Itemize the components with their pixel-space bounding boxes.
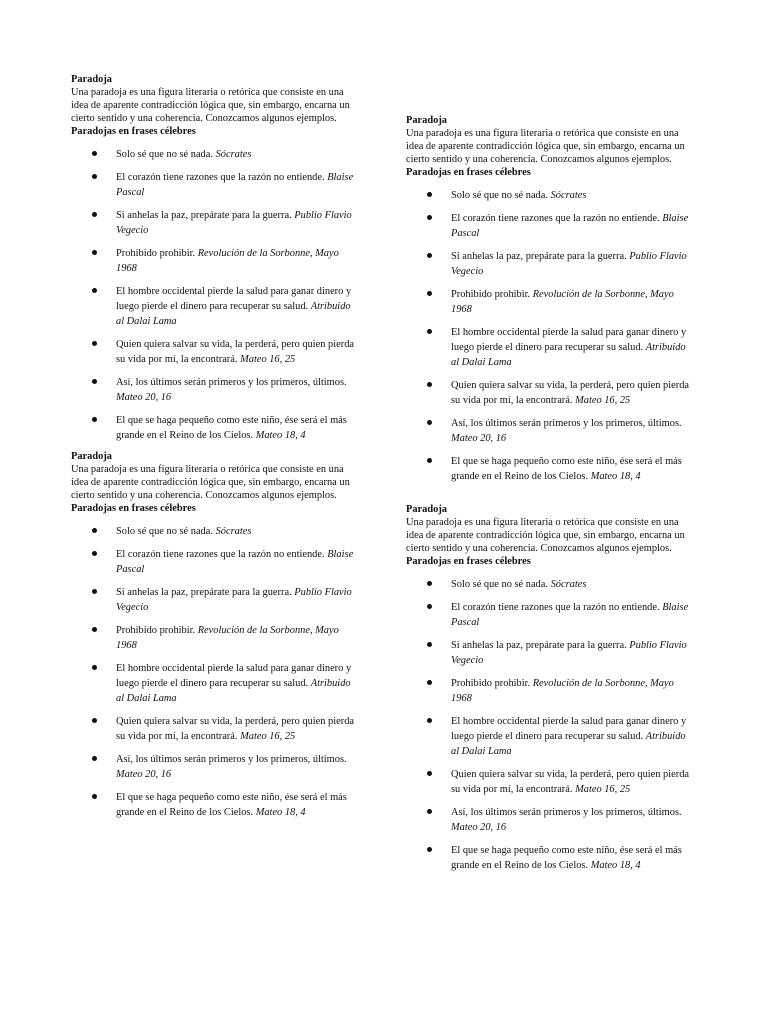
quote-item — [71, 547, 361, 577]
block-title: Paradoja — [71, 451, 112, 462]
quote-text: Así, los últimos serán primeros y los primeros, últimos. — [116, 754, 347, 765]
quote-item — [71, 147, 361, 162]
bullet-icon — [92, 551, 97, 556]
paradox-block-top-left — [71, 73, 361, 443]
quote-item — [71, 284, 361, 329]
bullet-icon — [92, 151, 97, 156]
quote-text: El que se haga pequeño como este niño, ése será el más grande en el Reino de los Cielos. — [116, 415, 347, 441]
quote-text: Así, los últimos serán primeros y los primeros, últimos. — [451, 418, 682, 429]
quote-author: Sócrates — [550, 190, 587, 201]
quote-text: Si anhelas la paz, prepárate para la guerra. — [451, 640, 627, 651]
quote-author: Sócrates — [215, 526, 252, 537]
quote-text: El corazón tiene razones que la razón no entiende. — [116, 549, 325, 560]
quote-item — [406, 416, 696, 446]
quote-author: Publio Flavio Vegecio — [451, 640, 687, 666]
quote-item — [406, 714, 696, 759]
bullet-icon — [427, 215, 432, 220]
quote-item — [71, 337, 361, 367]
quote-item — [406, 767, 696, 797]
quote-author: Sócrates — [215, 149, 252, 160]
quote-author: Blaise Pascal — [451, 213, 689, 239]
quote-text: El corazón tiene razones que la razón no entiende. — [116, 172, 325, 183]
bullet-icon — [92, 665, 97, 670]
quote-text: Solo sé que no sé nada. — [451, 190, 548, 201]
quote-item — [406, 249, 696, 279]
bullet-icon — [92, 528, 97, 533]
bullet-icon — [427, 458, 432, 463]
quote-text: El hombre occidental pierde la salud para ganar dinero y luego pierde el dinero para recuperar su salud. — [451, 327, 687, 353]
quote-text: Quien quiera salvar su vida, la perderá, pero quien pierda su vida por mí, la encontrará. — [116, 716, 355, 742]
block-subtitle: Paradojas en frases célebres — [406, 167, 531, 178]
quote-item — [406, 843, 696, 873]
bullet-icon — [92, 718, 97, 723]
quote-text: Solo sé que no sé nada. — [116, 526, 213, 537]
quote-text: Si anhelas la paz, prepárate para la guerra. — [116, 210, 292, 221]
quote-text: El hombre occidental pierde la salud para ganar dinero y luego pierde el dinero para recuperar su salud. — [451, 716, 687, 742]
quote-author: Mateo 16, 25 — [240, 354, 296, 365]
quote-author: Mateo 16, 25 — [240, 731, 296, 742]
quote-author: Revolución de la Sorbonne, Mayo 1968 — [116, 248, 339, 274]
bullet-icon — [92, 250, 97, 255]
quote-author: Revolución de la Sorbonne, Mayo 1968 — [451, 678, 674, 704]
quote-item — [406, 211, 696, 241]
quote-author: Publio Flavio Vegecio — [451, 251, 687, 277]
quote-author: Blaise Pascal — [116, 549, 354, 575]
quote-text: Si anhelas la paz, prepárate para la guerra. — [451, 251, 627, 262]
quote-author: Atribuido al Dalai Lama — [116, 678, 351, 704]
quote-list — [406, 188, 696, 484]
bullet-icon — [427, 581, 432, 586]
quote-text: El hombre occidental pierde la salud para ganar dinero y luego pierde el dinero para recuperar su salud. — [116, 286, 352, 312]
quote-author: Publio Flavio Vegecio — [116, 210, 352, 236]
bullet-icon — [427, 847, 432, 852]
quote-item — [71, 246, 361, 276]
quote-author: Atribuido al Dalai Lama — [451, 342, 686, 368]
quote-item — [406, 287, 696, 317]
quote-author: Publio Flavio Vegecio — [116, 587, 352, 613]
bullet-icon — [92, 212, 97, 217]
quote-list — [71, 147, 361, 443]
block-subtitle: Paradojas en frases célebres — [406, 556, 531, 567]
bullet-icon — [427, 809, 432, 814]
quote-text: El que se haga pequeño como este niño, ése será el más grande en el Reino de los Cielos. — [451, 456, 682, 482]
quote-text: Si anhelas la paz, prepárate para la guerra. — [116, 587, 292, 598]
quote-text: Quien quiera salvar su vida, la perderá, pero quien pierda su vida por mí, la encontrará. — [451, 769, 690, 795]
paradox-block-top-right — [406, 114, 696, 484]
bullet-icon — [427, 382, 432, 387]
quote-text: El hombre occidental pierde la salud para ganar dinero y luego pierde el dinero para recuperar su salud. — [116, 663, 352, 689]
bullet-icon — [427, 680, 432, 685]
quote-item — [406, 378, 696, 408]
quote-author: Mateo 18, 4 — [590, 860, 641, 871]
quote-author: Blaise Pascal — [451, 602, 689, 628]
quote-item — [71, 413, 361, 443]
bullet-icon — [92, 794, 97, 799]
quote-author: Mateo 20, 16 — [116, 392, 172, 403]
paradox-block-bottom-right — [406, 503, 696, 873]
block-subtitle: Paradojas en frases célebres — [71, 503, 196, 514]
block-title: Paradoja — [406, 115, 447, 126]
quote-text: Quien quiera salvar su vida, la perderá, pero quien pierda su vida por mí, la encontrará. — [116, 339, 355, 365]
quote-text: Prohibido prohibir. — [116, 248, 196, 259]
bullet-icon — [92, 379, 97, 384]
bullet-icon — [427, 329, 432, 334]
quote-item — [71, 661, 361, 706]
quote-text: El corazón tiene razones que la razón no entiende. — [451, 602, 660, 613]
quote-text: Prohibido prohibir. — [451, 289, 531, 300]
block-intro: Una paradoja es una figura literaria o retórica que consiste en una idea de aparente contradicción lógica que, sin embargo, encarna un cierto sentido y una coherencia. Conozcamos algunos ejemplos. — [406, 517, 685, 554]
bullet-icon — [427, 642, 432, 647]
quote-list — [71, 524, 361, 820]
quote-item — [406, 805, 696, 835]
quote-text: Solo sé que no sé nada. — [116, 149, 213, 160]
quote-text: Prohibido prohibir. — [451, 678, 531, 689]
quote-item — [406, 600, 696, 630]
quote-author: Mateo 20, 16 — [451, 822, 507, 833]
quote-text: El que se haga pequeño como este niño, ése será el más grande en el Reino de los Cielos. — [116, 792, 347, 818]
bullet-icon — [92, 341, 97, 346]
bullet-icon — [92, 627, 97, 632]
quote-item — [71, 790, 361, 820]
quote-author: Mateo 18, 4 — [255, 430, 306, 441]
paradox-block-bottom-left — [71, 450, 361, 820]
quote-text: Quien quiera salvar su vida, la perderá, pero quien pierda su vida por mí, la encontrará. — [451, 380, 690, 406]
quote-list — [406, 577, 696, 873]
bullet-icon — [427, 192, 432, 197]
block-intro: Una paradoja es una figura literaria o retórica que consiste en una idea de aparente contradicción lógica que, sin embargo, encarna un cierto sentido y una coherencia. Conozcamos algunos ejemplos. — [71, 87, 350, 124]
quote-author: Blaise Pascal — [116, 172, 354, 198]
quote-author: Revolución de la Sorbonne, Mayo 1968 — [451, 289, 674, 315]
quote-author: Revolución de la Sorbonne, Mayo 1968 — [116, 625, 339, 651]
quote-author: Sócrates — [550, 579, 587, 590]
bullet-icon — [92, 756, 97, 761]
quote-item — [71, 714, 361, 744]
quote-item — [406, 454, 696, 484]
quote-item — [71, 752, 361, 782]
quote-item — [406, 325, 696, 370]
bullet-icon — [92, 174, 97, 179]
quote-author: Atribuido al Dalai Lama — [451, 731, 686, 757]
quote-item — [406, 188, 696, 203]
quote-item — [406, 676, 696, 706]
block-title: Paradoja — [406, 504, 447, 515]
quote-text: El corazón tiene razones que la razón no entiende. — [451, 213, 660, 224]
bullet-icon — [92, 288, 97, 293]
bullet-icon — [427, 253, 432, 258]
block-intro: Una paradoja es una figura literaria o retórica que consiste en una idea de aparente contradicción lógica que, sin embargo, encarna un cierto sentido y una coherencia. Conozcamos algunos ejemplos. — [406, 128, 685, 165]
quote-item — [406, 577, 696, 592]
quote-text: Solo sé que no sé nada. — [451, 579, 548, 590]
block-subtitle: Paradojas en frases célebres — [71, 126, 196, 137]
quote-author: Mateo 20, 16 — [116, 769, 172, 780]
block-intro: Una paradoja es una figura literaria o retórica que consiste en una idea de aparente contradicción lógica que, sin embargo, encarna un cierto sentido y una coherencia. Conozcamos algunos ejemplos. — [71, 464, 350, 501]
bullet-icon — [92, 417, 97, 422]
quote-item — [71, 375, 361, 405]
quote-author: Mateo 18, 4 — [590, 471, 641, 482]
quote-author: Mateo 20, 16 — [451, 433, 507, 444]
quote-item — [71, 170, 361, 200]
quote-text: Así, los últimos serán primeros y los primeros, últimos. — [451, 807, 682, 818]
bullet-icon — [427, 604, 432, 609]
quote-text: Así, los últimos serán primeros y los primeros, últimos. — [116, 377, 347, 388]
bullet-icon — [427, 718, 432, 723]
quote-item — [71, 623, 361, 653]
bullet-icon — [427, 420, 432, 425]
quote-item — [71, 585, 361, 615]
quote-author: Mateo 16, 25 — [575, 395, 631, 406]
quote-text: Prohibido prohibir. — [116, 625, 196, 636]
bullet-icon — [427, 771, 432, 776]
bullet-icon — [427, 291, 432, 296]
quote-author: Atribuido al Dalai Lama — [116, 301, 351, 327]
block-title: Paradoja — [71, 74, 112, 85]
quote-item — [71, 208, 361, 238]
quote-item — [71, 524, 361, 539]
bullet-icon — [92, 589, 97, 594]
quote-author: Mateo 18, 4 — [255, 807, 306, 818]
quote-author: Mateo 16, 25 — [575, 784, 631, 795]
quote-item — [406, 638, 696, 668]
quote-text: El que se haga pequeño como este niño, ése será el más grande en el Reino de los Cielos. — [451, 845, 682, 871]
